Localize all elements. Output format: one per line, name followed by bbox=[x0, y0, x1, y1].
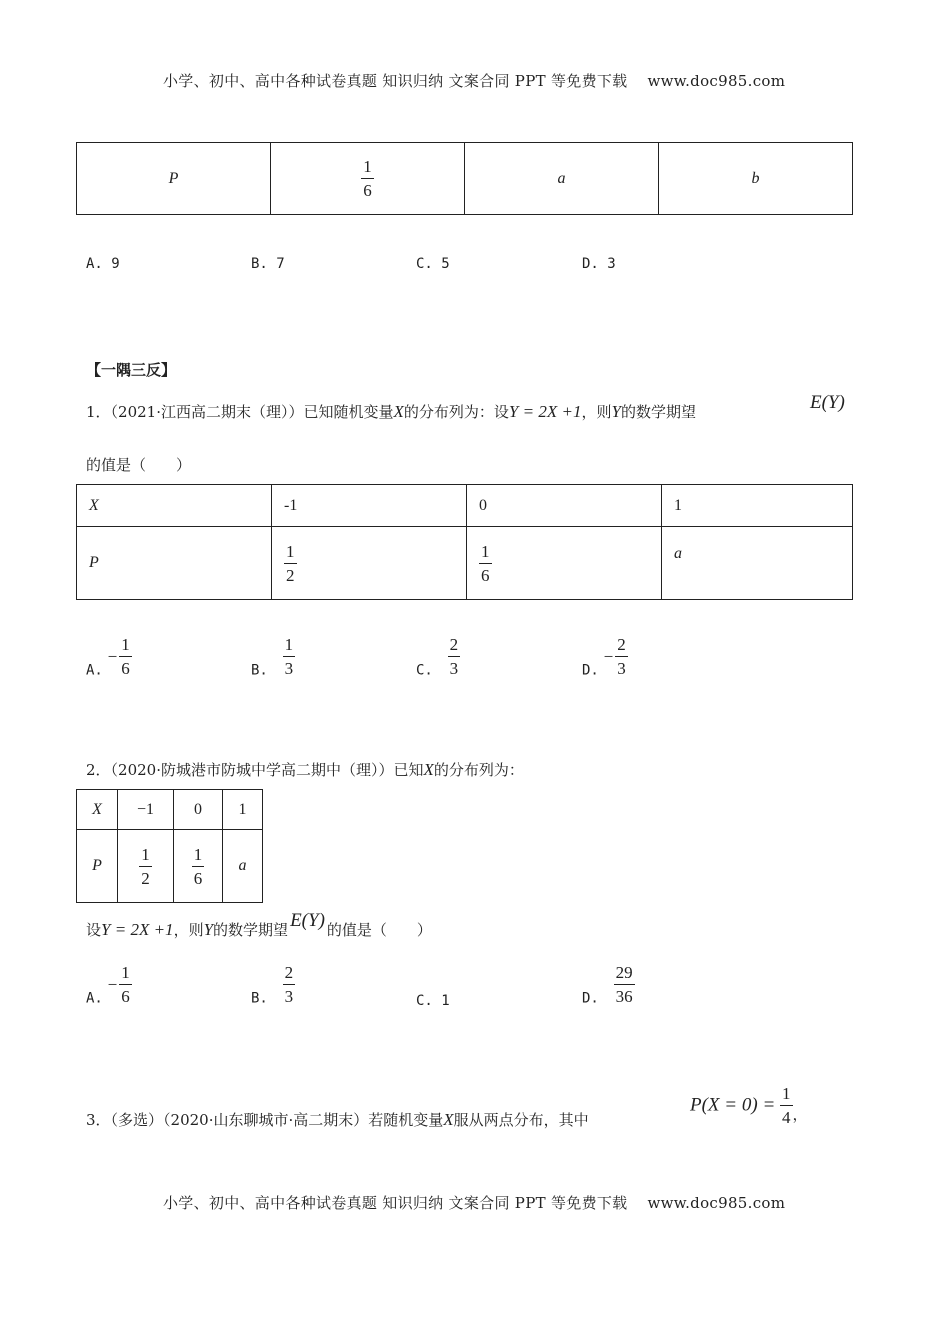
page-footer bbox=[163, 1192, 785, 1213]
q2-table-x3: 1 bbox=[223, 790, 263, 830]
q2-choice-a[interactable]: A. − $\frac{1}{6}$ bbox=[86, 963, 130, 1007]
page-header bbox=[163, 70, 785, 91]
q2-choice-c[interactable]: C. 1 bbox=[416, 993, 450, 1009]
top-choice-b[interactable]: B. 7 bbox=[251, 256, 285, 272]
q2-table-p3: a bbox=[223, 830, 263, 903]
q1-table-p-label: P bbox=[77, 527, 272, 600]
q2-distribution-table bbox=[76, 789, 263, 903]
q1-distribution-table bbox=[76, 484, 853, 600]
footer-text: 小学、初中、高中各种试卷真题 知识归纳 文案合同 PPT 等免费下载 bbox=[163, 1194, 628, 1212]
q1-stem: 1．（2021·江西高二期末（理））已知随机变量X的分布列为：设Y = 2X +1，则Y的数学期望 bbox=[86, 402, 696, 421]
q2-table-x-label: X bbox=[77, 790, 118, 830]
q1-table-x1: -1 bbox=[272, 485, 467, 527]
q1-choice-a[interactable]: A. − $\frac{1}{6}$ bbox=[86, 635, 130, 679]
q1-table-p2: $\frac{1}{6}$ bbox=[467, 527, 662, 600]
q1-table-x2: 0 bbox=[467, 485, 662, 527]
q2-choice-d[interactable]: D. $\frac{29}{36}$ bbox=[582, 963, 633, 1007]
q1-choice-b[interactable]: B. $\frac{1}{3}$ bbox=[251, 635, 294, 679]
q2-question-line: 设Y = 2X +1，则Y的数学期望 E(Y) 的值是（ ） bbox=[86, 910, 432, 939]
header-site: www.doc985.com bbox=[647, 72, 786, 90]
q2-table-p2: $\frac{1}{6}$ bbox=[174, 830, 223, 903]
top-choice-a[interactable]: A. 9 bbox=[86, 256, 120, 272]
q1-stem-tail: 的值是（ ） bbox=[86, 456, 192, 474]
fraction: $\frac{1}{6}$ bbox=[363, 157, 372, 200]
top-choice-c[interactable]: C. 5 bbox=[416, 256, 450, 272]
top-table-cell-b: b bbox=[659, 143, 853, 215]
q1-table-p1: $\frac{1}{2}$ bbox=[272, 527, 467, 600]
top-table-cell-a: a bbox=[465, 143, 659, 215]
q2-stem: 2．（2020·防城港市防城中学高二期中（理））已知X的分布列为： bbox=[86, 760, 524, 779]
q1-choice-d[interactable]: D. − $\frac{2}{3}$ bbox=[582, 635, 626, 679]
footer-site: www.doc985.com bbox=[647, 1194, 786, 1212]
top-table-cell-frac bbox=[271, 143, 465, 215]
q2-choice-b[interactable]: B. $\frac{2}{3}$ bbox=[251, 963, 294, 1007]
q2-table-x1: −1 bbox=[118, 790, 174, 830]
section-title: 【一隅三反】 bbox=[86, 361, 177, 379]
q2-table-p1: $\frac{1}{2}$ bbox=[118, 830, 174, 903]
top-table-cell-p: P bbox=[77, 143, 271, 215]
q1-expectation: E(Y) bbox=[810, 392, 845, 413]
q1-table-x3: 1 bbox=[662, 485, 853, 527]
q3-probability: P(X = 0) = $\frac{1}{4}$ ， bbox=[690, 1084, 808, 1127]
header-text: 小学、初中、高中各种试卷真题 知识归纳 文案合同 PPT 等免费下载 bbox=[163, 72, 628, 90]
q2-table-p-label: P bbox=[77, 830, 118, 903]
q1-table-x-label: X bbox=[77, 485, 272, 527]
q3-stem: 3．（多选）（2020·山东聊城市·高二期末）若随机变量X服从两点分布，其中 bbox=[86, 1110, 589, 1129]
top-choice-d[interactable]: D. 3 bbox=[582, 256, 616, 272]
q1-table-p3: a bbox=[662, 527, 853, 600]
q2-expectation: E(Y) bbox=[290, 910, 325, 931]
q1-choice-c[interactable]: C. $\frac{2}{3}$ bbox=[416, 635, 459, 679]
q2-table-x2: 0 bbox=[174, 790, 223, 830]
top-distribution-table bbox=[76, 142, 853, 215]
